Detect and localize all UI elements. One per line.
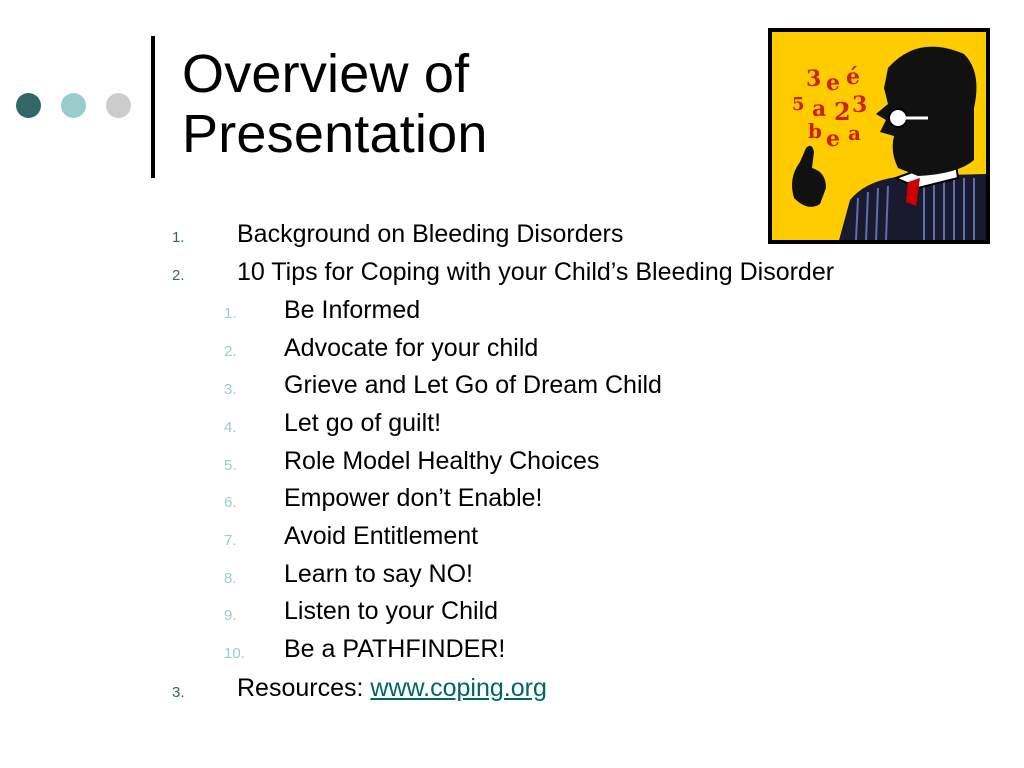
sub-list-number: 7. — [224, 532, 237, 549]
clipart-glyph: 3 — [806, 66, 822, 92]
sub-list-text: Let go of guilt! — [284, 409, 442, 437]
sub-list-number: 1. — [224, 305, 237, 322]
clipart-glyph: b — [808, 119, 822, 143]
sub-list-text: Listen to your Child — [284, 597, 499, 625]
sub-list-number: 9. — [224, 607, 237, 624]
speaker-with-headset-icon — [768, 28, 990, 244]
clipart-glyph: 5 — [792, 94, 805, 115]
sub-list-text: Learn to say NO! — [284, 560, 473, 588]
slide-title — [182, 44, 488, 164]
sub-list-number: 10. — [224, 645, 245, 662]
resources-line — [237, 672, 547, 704]
sub-list-text: Be a PATHFINDER! — [284, 635, 506, 663]
dot-dark — [16, 93, 41, 118]
clipart-glyph: a — [812, 96, 827, 122]
title-divider-bar — [151, 36, 155, 178]
list-number: 1. — [172, 229, 185, 246]
clipart-glyph: é — [846, 64, 860, 90]
sub-list-text: Avoid Entitlement — [284, 522, 479, 550]
sub-list-number: 3. — [224, 381, 237, 398]
list-text: Background on Bleeding Disorders — [237, 220, 624, 248]
dot-gray — [106, 93, 131, 118]
sub-list-number: 6. — [224, 494, 237, 511]
clipart-glyph: 3 — [852, 92, 868, 118]
clipart-glyph: e — [826, 70, 840, 96]
clipart-glyph: 2 — [834, 97, 851, 126]
dot-light — [61, 93, 86, 118]
resources-link[interactable]: www.coping.org — [370, 674, 547, 702]
clipart-glyph: a — [848, 121, 861, 145]
slide-title-line-2: Presentation — [182, 104, 488, 164]
sub-list-text: Empower don’t Enable! — [284, 484, 543, 512]
resources-label: Resources: — [237, 674, 371, 702]
clipart-glyph: e — [826, 126, 840, 152]
sub-list-number: 4. — [224, 419, 237, 436]
list-number: 2. — [172, 267, 185, 284]
sub-list-number: 5. — [224, 457, 237, 474]
sub-list-text: Role Model Healthy Choices — [284, 447, 600, 475]
sub-list-text: Grieve and Let Go of Dream Child — [284, 371, 662, 399]
slide-title-line-1: Overview of — [182, 44, 470, 104]
list-text: 10 Tips for Coping with your Child’s Bleeding Disorder — [237, 258, 835, 286]
list-number: 3. — [172, 684, 185, 701]
sub-list-text: Advocate for your child — [284, 334, 539, 362]
sub-list-number: 8. — [224, 570, 237, 587]
sub-list-text: Be Informed — [284, 296, 421, 324]
sub-list-number: 2. — [224, 343, 237, 360]
